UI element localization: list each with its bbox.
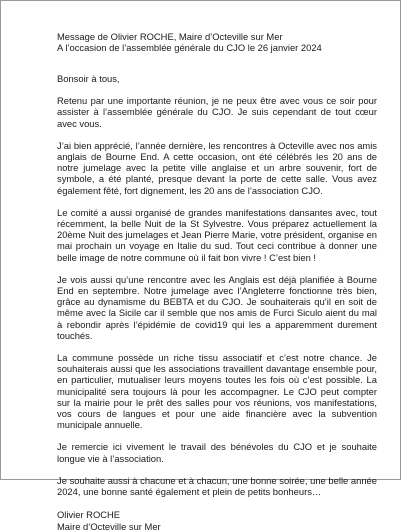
paragraph: Retenu par une importante réunion, je ne peux être avec vous ce soir pour assister à l’assemblée générale du CJO. Je suis cependant de tout cœur avec vous.: [57, 95, 377, 129]
signature-block: [57, 509, 377, 531]
paragraph: La commune possède un riche tissu associatif et c’est notre chance. Je souhaiterais aussi que les associations travaillent davantage ensemble pour, en particulier, mutualiser leurs moyens toutes les fois où c’est possible. La municipalité sera toujours là pour les accompagner. Le CJO peut compter sur la mairie pour le prêt des salles pour vos réunions, vos manifestations, vos cours de langues et pour une aide financière avec la subvention municipale annuelle.: [57, 352, 377, 431]
paragraph: Je remercie ici vivement le travail des bénévoles du CJO et je souhaite longue vie à l’association.: [57, 441, 377, 464]
header-line-occasion: A l’occasion de l’assemblée générale du CJO le 26 janvier 2024: [57, 42, 322, 54]
paragraph: J’ai bien apprécié, l’année dernière, les rencontres à Octeville avec nos amis anglais de Bourne End. A cette occasion, ont été célébrés les 20 ans de notre jumelage avec la petite ville anglaise et un arbre souvenir, fort de symbole, a été planté, presque devant la porte de cette salle. Vous avez également fêté, fort dignement, les 20 ans de l’association CJO.: [57, 139, 377, 196]
letter-header: [57, 31, 377, 53]
header-line-author: Message de Olivier ROCHE, Maire d’Octeville sur Mer: [57, 31, 283, 42]
paragraph: Je souhaite aussi à chacune et à chacun, une bonne soirée, une belle année 2024, une bonne santé également et plein de petits bonheurs…: [57, 474, 377, 498]
letter-body: [57, 73, 377, 532]
paragraph: Le comité a aussi organisé de grandes manifestations dansantes avec, tout récemment, la belle Nuit de la St Sylvestre. Vous préparez actuellement la 20ème Nuit des jumelages et Jean Pierre Marie, votre président, organise en mai prochain un voyage en Italie du sud. Tout ceci contribue à donner une belle image de notre commune où il fait bon vivre ! C’est bien !: [57, 206, 377, 263]
signature-name: Olivier ROCHE: [57, 509, 121, 521]
greeting: Bonsoir à tous,: [57, 73, 120, 84]
paragraph: Je vois aussi qu’une rencontre avec les Anglais est déjà planifiée à Bourne End en septembre. Notre jumelage avec l’Angleterre fonctionne très bien, grâce au dynamisme du BEBTA et du CJO. Je souhaiterais qu’il en soit de même avec la Sicile car il semble que nos amis de Furci Siculo aient du mal à rebondir après l’épidémie de covid19 qui les a apparemment durement touchés.: [57, 273, 377, 341]
signature-title: Maire d’Octeville sur Mer: [57, 520, 161, 532]
